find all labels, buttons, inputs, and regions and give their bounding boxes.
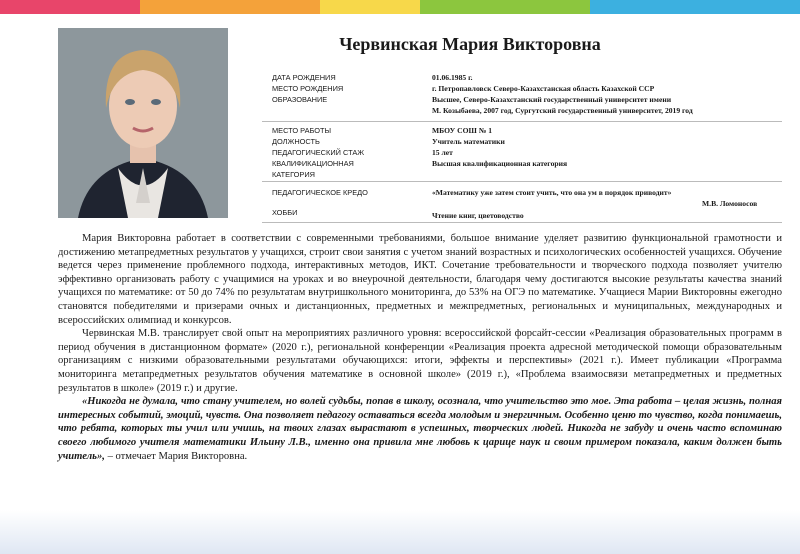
- info-divider: [262, 222, 782, 223]
- qualification-label-2: КАТЕГОРИЯ: [272, 170, 316, 179]
- credo-label: ПЕДАГОГИЧЕСКОЕ КРЕДО: [272, 188, 368, 197]
- paragraph-1: Мария Викторовна работает в соответствии с современными требованиями, большое внимание уделяет развитию функциональной грамотности и достижению метапредметных результатов у учащихся, строит свои занятия с учетом знаний возрастных и психологических особенностей учащихся. Обучение ведется через применение проблемного подхода, интерактивных методов, ИКТ. Сочетание требовательности и творческого подхода позволяет учителю эффективно организовать работу с учащимися на уроках и во внеурочной деятельности, благодаря чему достигаются высокие результаты качества знаний учащихся по математике: от 50 до 74% по результатам внутришкольного мониторинга, до 53% на ОГЭ по математике. Учащиеся Марии Викторовны ежегодно становятся победителями и призерами очных и дистанционных, предметных и межпредметных, региональных и муниципальных, международных и всероссийских олимпиад и конкурсов.: [58, 233, 782, 326]
- info-divider: [262, 121, 782, 122]
- qualification-value: Высшая квалификационная категория: [432, 159, 568, 168]
- birthplace-label: МЕСТО РОЖДЕНИЯ: [272, 84, 344, 93]
- paragraph-2: Червинская М.В. транслирует свой опыт на мероприятиях различного уровня: всероссийской форсайт-сессии «Реализация образовательных программ в период обучения в дистанционном формате» (2020 г.), региональной конференции «Реализация проекта адресной методической помощи образовательным организациям с низкими образовательными результатами обучающихся: итоги, эффекты и перспективы» (2021 г.). Имеет публикации «Программа мониторинга метапредметных результатов обучения математике в основной школе» (2019 г.), «Проблема взаимосвязи метапредметных и предметных результатов в школе» (2019 г.) и другие.: [58, 328, 782, 394]
- quote-attribution: – отмечает Мария Викторовна.: [104, 450, 248, 462]
- education-label: ОБРАЗОВАНИЕ: [272, 95, 328, 104]
- page-title: Червинская Мария Викторовна: [339, 34, 601, 54]
- portrait-photo: [58, 28, 228, 218]
- top-stripe-blue: [590, 0, 800, 14]
- personal-info-table: [262, 60, 782, 220]
- birthplace-value: г. Петропавловск Северо-Казахстанская область Казахской ССР: [432, 84, 655, 93]
- top-stripe-orange: [140, 0, 320, 14]
- biography-text: [58, 232, 782, 463]
- info-divider: [262, 181, 782, 182]
- teacher-quote: «Никогда не думала, что стану учителем, но волей судьбы, попав в школу, осознала, что учительство это мое. Эта работа – целая жизнь, полная интересных событий, эмоций, чувств. Она позволяет педагогу оставаться всегда молодым и энергичным. Особенно ценю то чувство, когда понимаешь, что ребята, которых ты учил или учишь, на твоих глазах вырастают в успешных, творческих людей. Никогда не забуду и очень часто вспоминаю своего любимого учителя математики Ильину Л.В., именно она привила мне любовь к царице наук и своим примером показала, каким должен быть учитель»,: [58, 396, 782, 462]
- qualification-label-1: КВАЛИФИКАЦИОННАЯ: [272, 159, 354, 168]
- top-stripe-yellow: [320, 0, 420, 14]
- position-value: Учитель математики: [432, 137, 505, 146]
- portrait-illustration: [58, 28, 228, 218]
- work-value: МБОУ СОШ № 1: [432, 126, 493, 135]
- education-value-1: Высшее, Северо-Казахстанский государственный университет имени: [432, 95, 672, 104]
- dob-value: 01.06.1985 г.: [432, 73, 473, 82]
- quote-paragraph: [58, 395, 782, 463]
- hobby-label: ХОББИ: [272, 208, 298, 217]
- education-value-2: М. Козыбаева, 2007 год, Сургутский государственный университет, 2019 год: [432, 106, 693, 115]
- dob-label: ДАТА РОЖДЕНИЯ: [272, 73, 336, 82]
- credo-value: «Математику уже затем стоит учить, что она ум в порядок приводит»: [432, 188, 672, 197]
- hobby-value: Чтение книг, цветоводство: [432, 211, 524, 220]
- credo-author: М.В. Ломоносов: [702, 199, 758, 208]
- experience-label: ПЕДАГОГИЧЕСКИЙ СТАЖ: [272, 148, 365, 157]
- position-label: ДОЛЖНОСТЬ: [272, 137, 320, 146]
- top-stripe-green: [420, 0, 590, 14]
- bottom-gradient-bar: [0, 510, 800, 554]
- experience-value: 15 лет: [432, 148, 453, 157]
- top-stripe-pink: [0, 0, 140, 14]
- work-label: МЕСТО РАБОТЫ: [272, 126, 332, 135]
